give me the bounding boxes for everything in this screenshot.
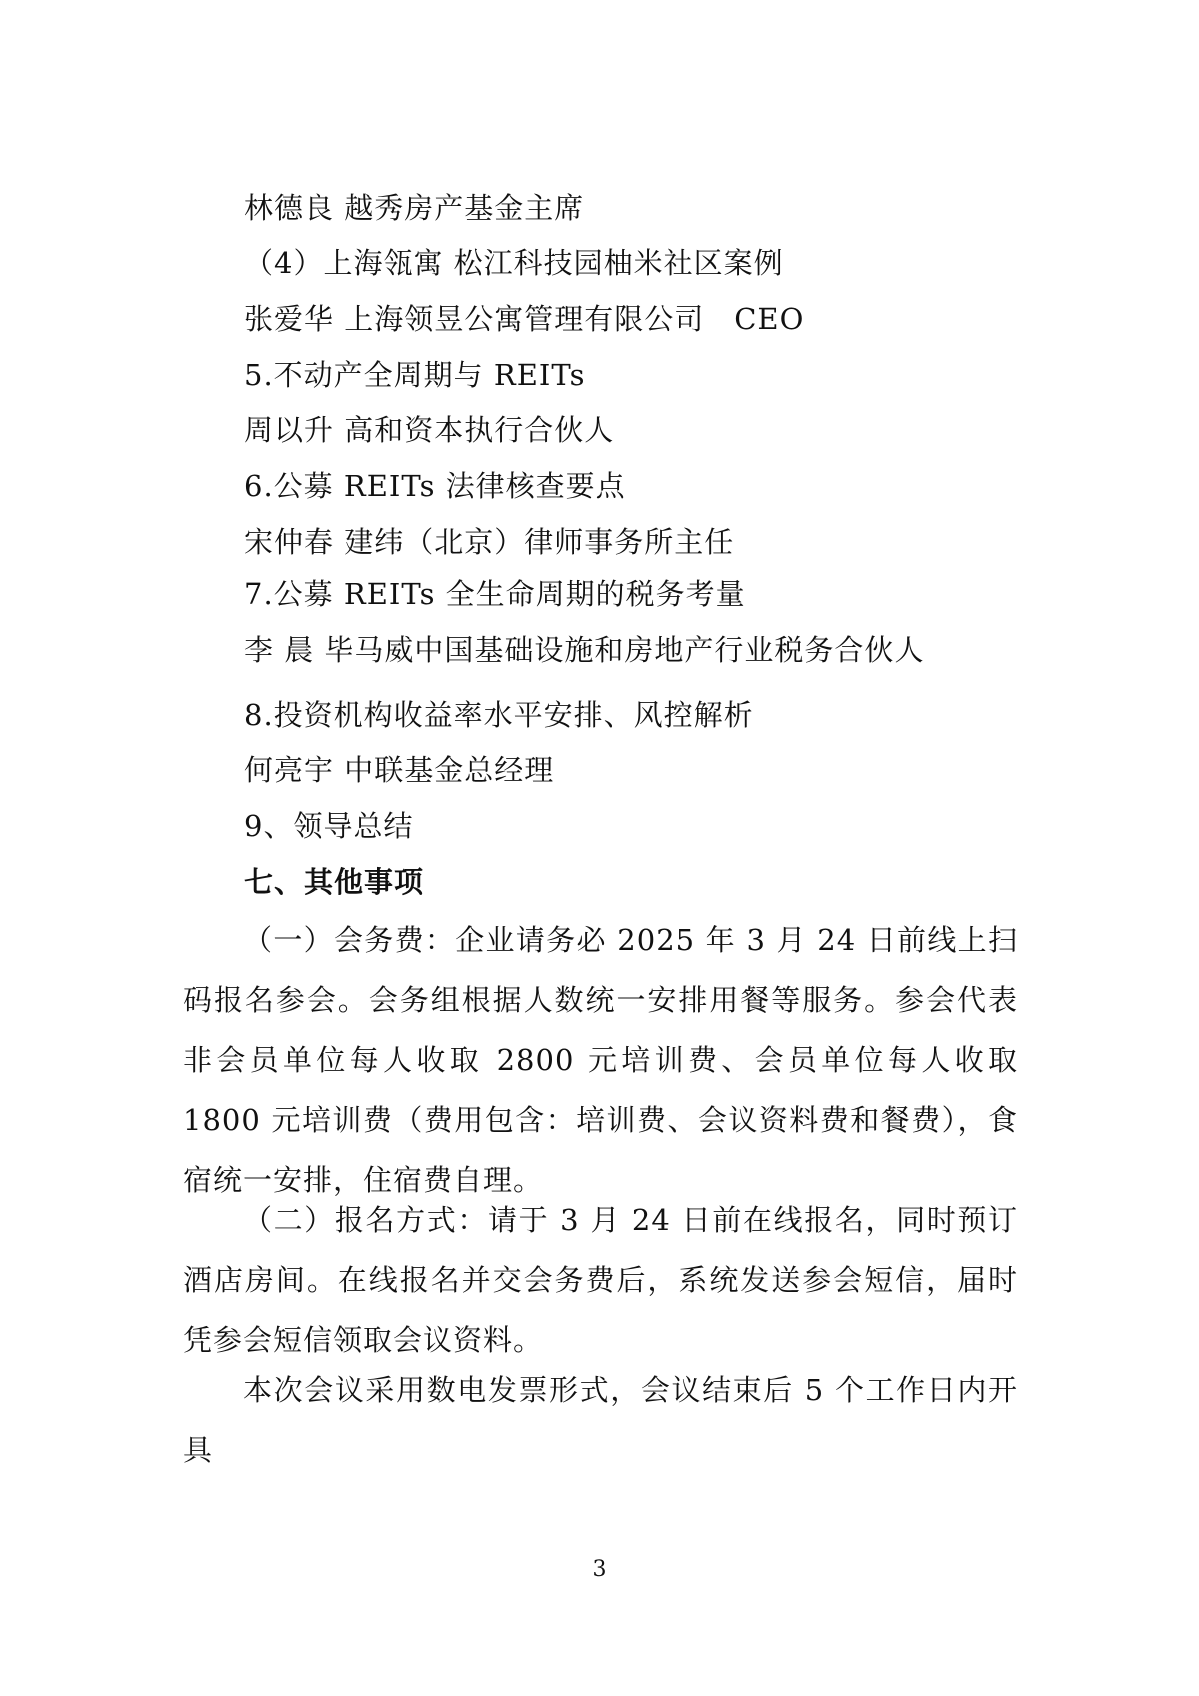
agenda-item: 6.公募 REITs 法律核查要点 [244,469,626,503]
paragraph-fee: （一）会务费：企业请务必 2025 年 3 月 24 日前线上扫码报名参会。会务组根据人数统一安排用餐等服务。参会代表非会员单位每人收取 2800 元培训费、会员单位每人收取 1800 元培训费（费用包含：培训费、会议资料费和餐费），食宿统一安排，住宿费自理。 [183,923,1018,1197]
page-number: 3 [592,1557,607,1582]
section-heading: 七、其他事项 [244,865,425,899]
paragraph-registration: （二）报名方式：请于 3 月 24 日前在线报名，同时预订酒店房间。在线报名并交会务费后，系统发送参会短信，届时凭参会短信领取会议资料。 [183,1203,1018,1357]
speaker-line: 周以升 高和资本执行合伙人 [244,413,615,447]
speaker-line: 宋仲春 建纬（北京）律师事务所主任 [244,525,735,559]
agenda-item: 5.不动产全周期与 REITs [244,358,586,392]
agenda-item: 8.投资机构收益率水平安排、风控解析 [244,698,754,732]
agenda-item: 9、领导总结 [244,809,414,843]
speaker-line: 林德良 越秀房产基金主席 [244,191,585,225]
speaker-line: 李 晨 毕马威中国基础设施和房地产行业税务合伙人 [244,633,925,667]
paragraph-invoice: 本次会议采用数电发票形式，会议结束后 5 个工作日内开具 [183,1373,1018,1467]
speaker-line: 张爱华 上海领昱公寓管理有限公司 CEO [244,302,805,336]
agenda-item: 7.公募 REITs 全生命周期的税务考量 [244,577,746,611]
agenda-item: （4）上海瓴寓 松江科技园柚米社区案例 [244,246,784,280]
speaker-line: 何亮宇 中联基金总经理 [244,753,555,787]
